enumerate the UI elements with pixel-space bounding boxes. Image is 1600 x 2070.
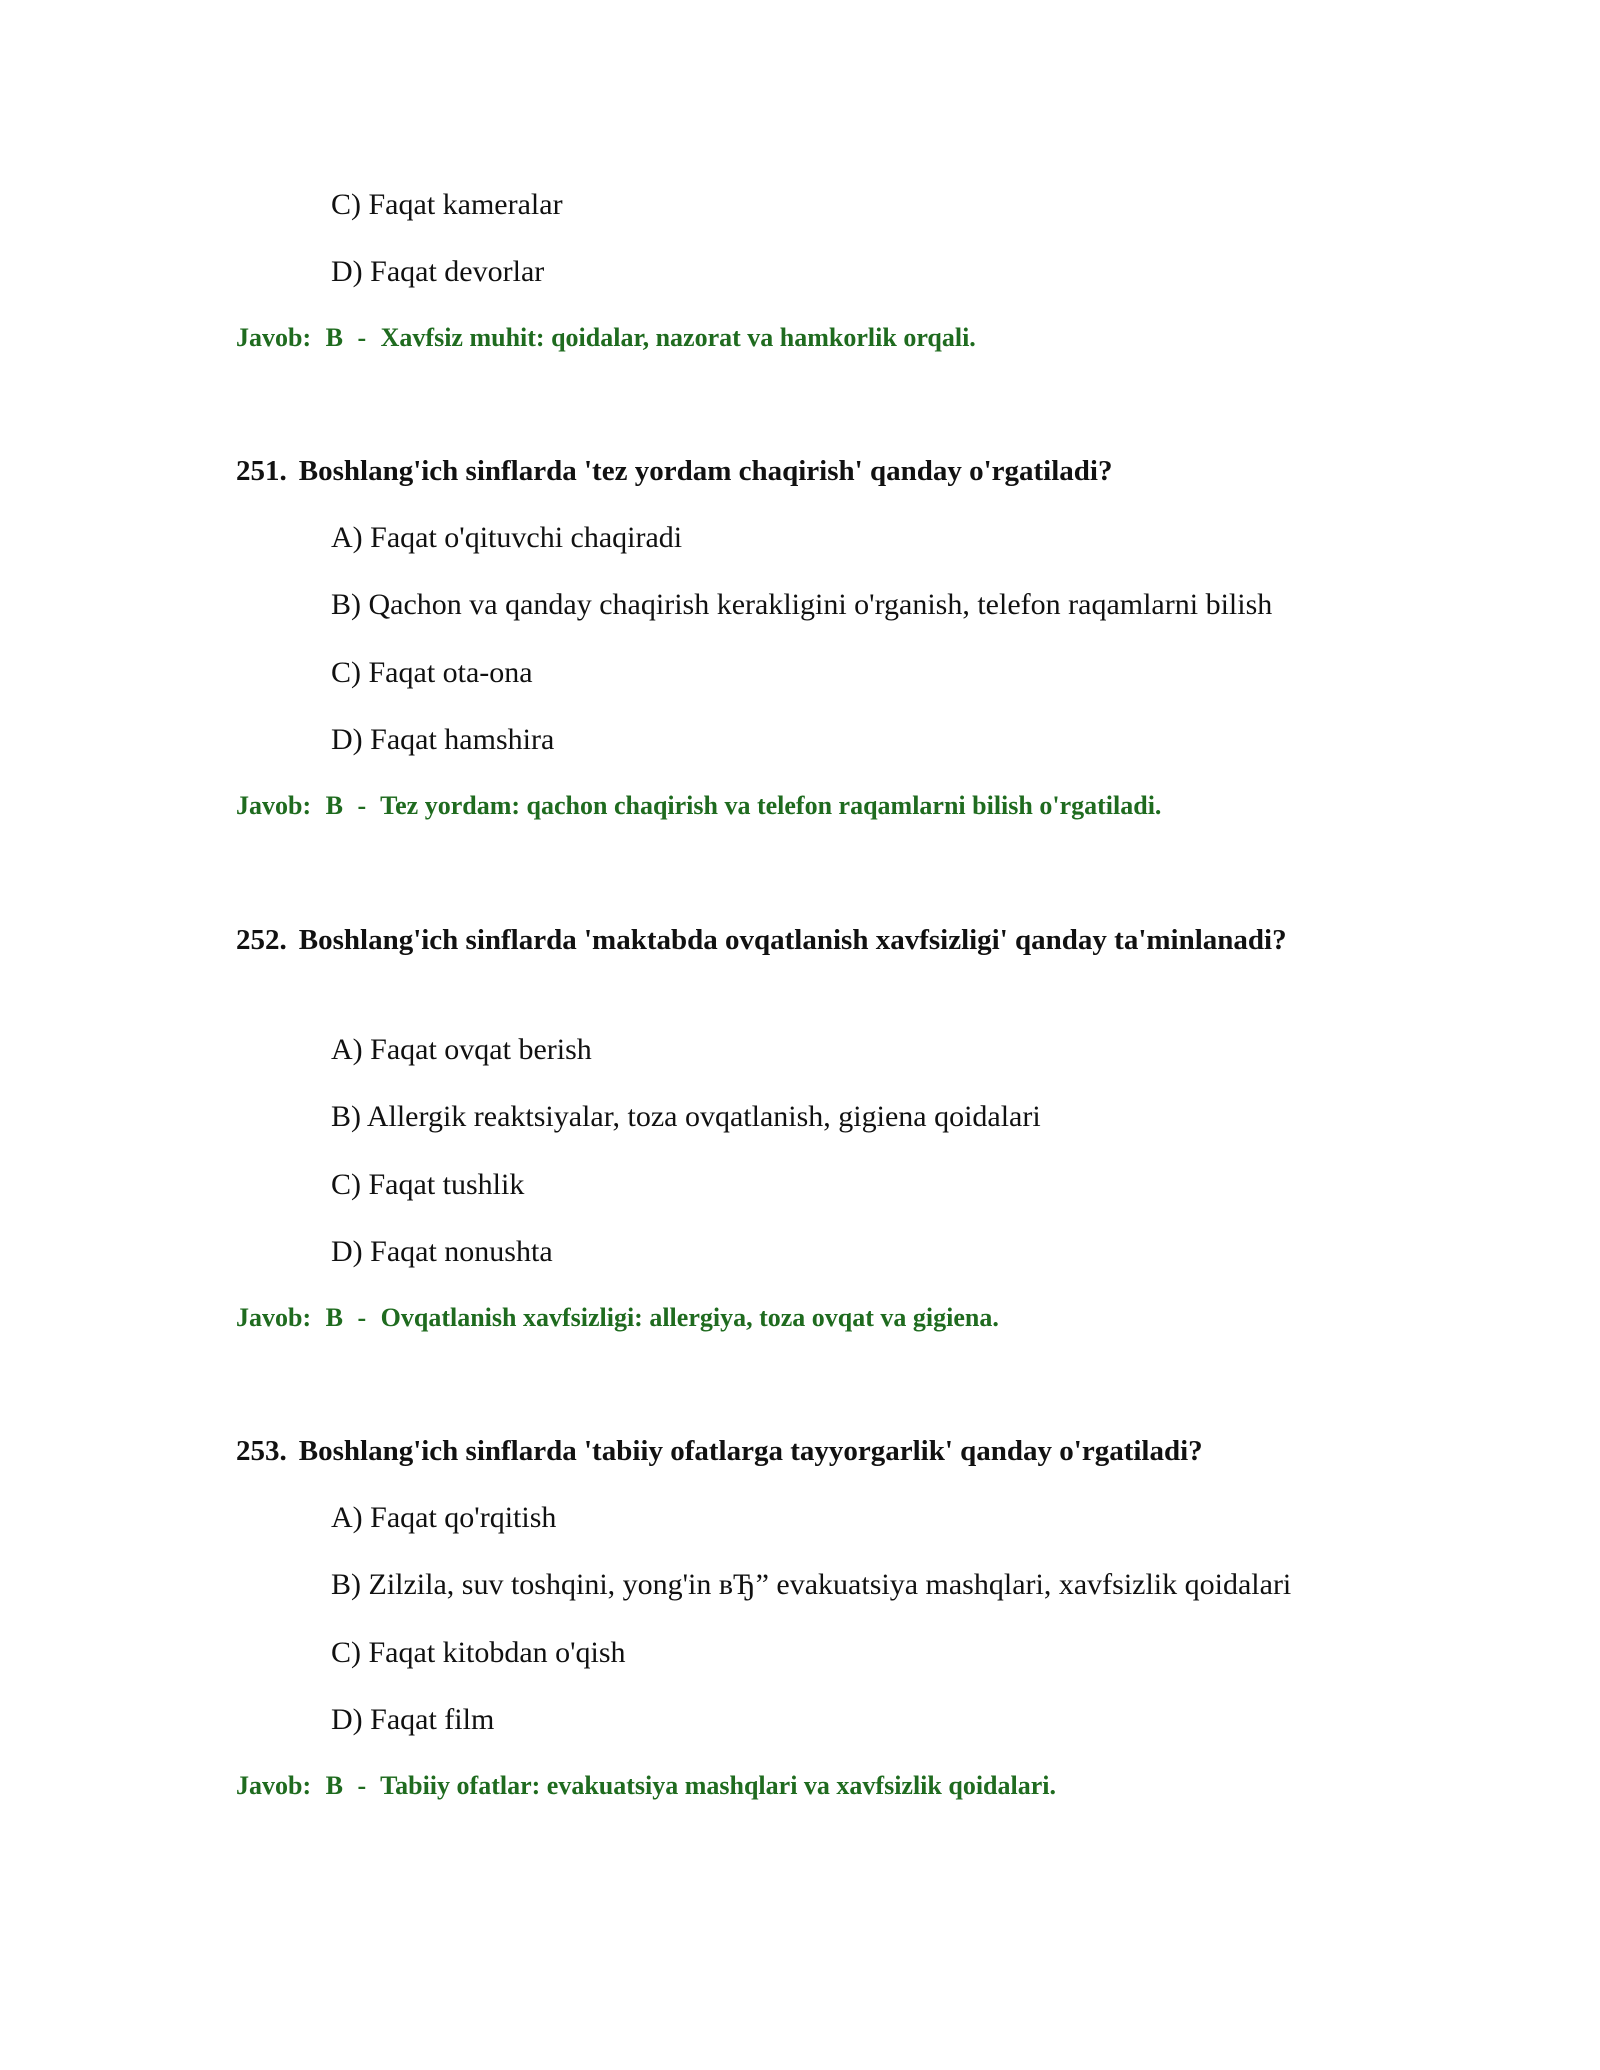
answer-letter: B (325, 1303, 343, 1332)
option-c: C) Faqat tushlik (331, 1168, 525, 1201)
option-c: C) Faqat kameralar (331, 188, 563, 221)
question-text: Boshlang'ich sinflarda 'tabiiy ofatlarga tayyorgarlik' qanday o'rgatiladi? (298, 1435, 1203, 1467)
answer-line (236, 322, 976, 354)
question-number: 253. (236, 1435, 287, 1467)
answer-separator: - (357, 791, 367, 820)
answer-separator: - (357, 323, 367, 352)
answer-separator: - (357, 1771, 367, 1800)
answer-label: Javob: (236, 323, 312, 352)
answer-line (236, 1302, 999, 1334)
answer-text: Xavfsiz muhit: qoidalar, nazorat va hamkorlik orqali. (380, 323, 976, 352)
question-number: 251. (236, 455, 287, 487)
option-b: B) Allergik reaktsiyalar, toza ovqatlanish, gigiena qoidalari (331, 1100, 1041, 1133)
answer-text: Ovqatlanish xavfsizligi: allergiya, toza ovqat va gigiena. (380, 1303, 999, 1332)
option-b: B) Zilzila, suv toshqini, yong'in вЂ” evakuatsiya mashqlari, xavfsizlik qoidalari (331, 1568, 1292, 1601)
answer-separator: - (357, 1303, 367, 1332)
question-title (236, 451, 1366, 491)
option-a: A) Faqat qo'rqitish (331, 1501, 557, 1534)
option-c: C) Faqat ota-ona (331, 656, 533, 689)
answer-label: Javob: (236, 791, 312, 820)
option-d: D) Faqat hamshira (331, 723, 555, 756)
option-d: D) Faqat nonushta (331, 1235, 553, 1268)
answer-letter: B (325, 791, 343, 820)
answer-letter: B (325, 1771, 343, 1800)
answer-text: Tez yordam: qachon chaqirish va telefon raqamlarni bilish o'rgatiladi. (380, 791, 1162, 820)
question-text: Boshlang'ich sinflarda 'maktabda ovqatlanish xavfsizligi' qanday ta'minlanadi? (298, 924, 1287, 956)
option-b: B) Qachon va qanday chaqirish kerakligini o'rganish, telefon raqamlarni bilish (331, 588, 1273, 621)
option-d: D) Faqat devorlar (331, 255, 545, 288)
question-text: Boshlang'ich sinflarda 'tez yordam chaqirish' qanday o'rgatiladi? (298, 455, 1113, 487)
option-d: D) Faqat film (331, 1703, 495, 1736)
question-title (236, 920, 1366, 960)
answer-line (236, 1770, 1056, 1802)
question-number: 252. (236, 924, 287, 956)
answer-label: Javob: (236, 1303, 312, 1332)
question-title (236, 1431, 1366, 1471)
option-c: C) Faqat kitobdan o'qish (331, 1636, 626, 1669)
option-a: A) Faqat o'qituvchi chaqiradi (331, 521, 683, 554)
option-a: A) Faqat ovqat berish (331, 1033, 592, 1066)
answer-letter: B (325, 323, 343, 352)
answer-text: Tabiiy ofatlar: evakuatsiya mashqlari va xavfsizlik qoidalari. (380, 1771, 1056, 1800)
answer-line (236, 790, 1161, 822)
answer-label: Javob: (236, 1771, 312, 1800)
